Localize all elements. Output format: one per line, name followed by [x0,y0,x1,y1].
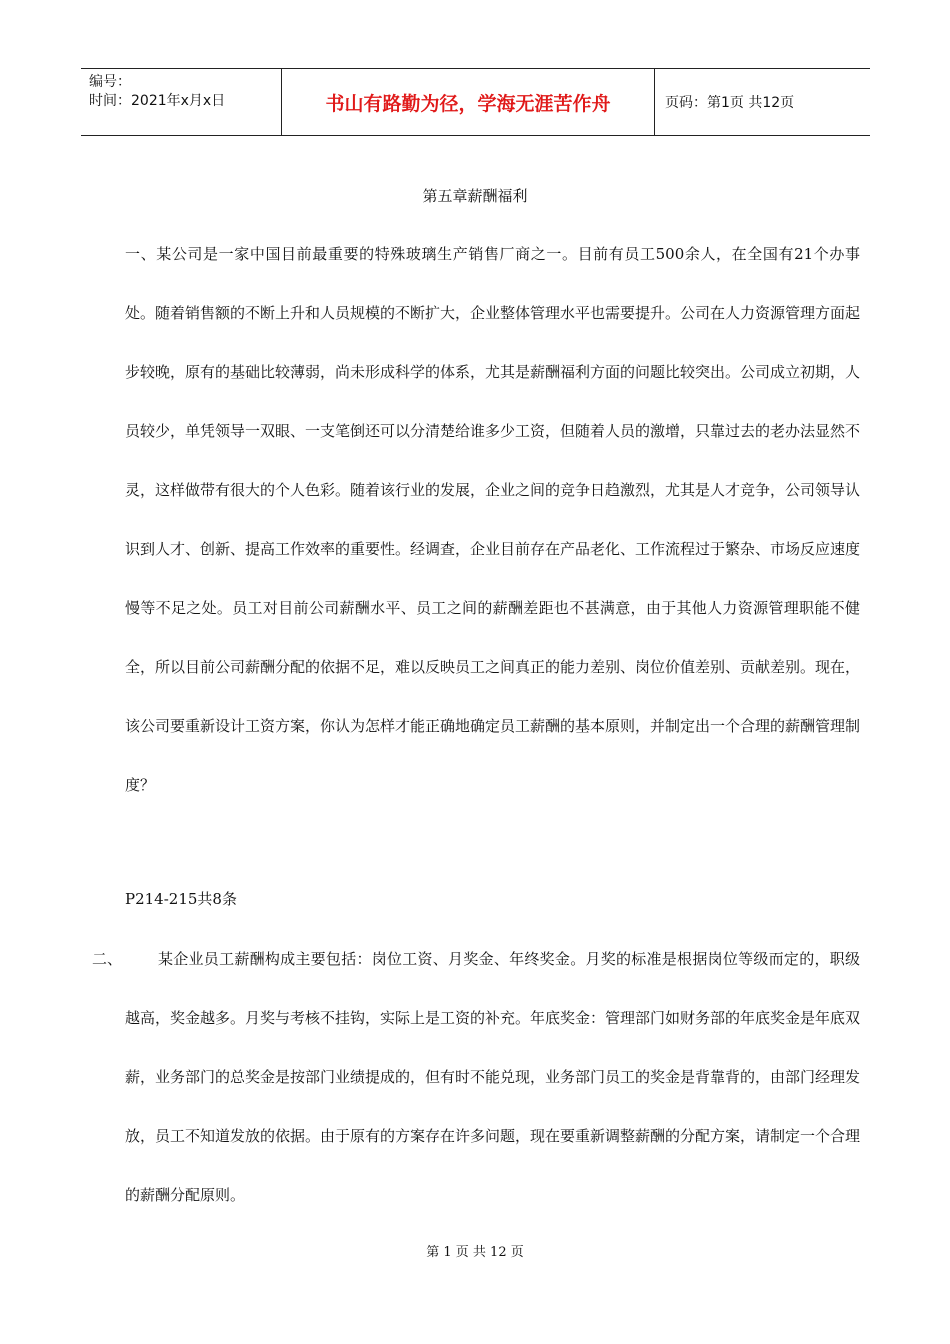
question-two-number: 二、 [92,950,123,968]
page-footer: 第 1 页 共 12 页 [426,1245,524,1260]
question-two-paragraph: 某企业员工薪酬构成主要包括：岗位工资、月奖金、年终奖金。月奖的标准是根据岗位等级而定的，职级越高，奖金越多。月奖与考核不挂钩，实际上是工资的补充。年底奖金：管理部门如财务部的年底奖金是年底双薪，业务部门的总奖金是按部门业绩提成的，但有时不能兑现，业务部门员工的奖金是背靠背的，由部门经理发放，员工不知道发放的依据。由于原有的方案存在许多问题，现在要重新调整薪酬的分配方案，请制定一个合理的薪酬分配原则。 [125,950,861,1204]
header-page-info: 页码：第1页 共12页 [665,95,795,111]
document-number-label: 编号： [89,74,131,90]
question-one-reference: P214-215共8条 [125,890,237,908]
chapter-title: 第五章薪酬福利 [422,187,528,205]
header-motto: 书山有路勤为径，学海无涯苦作舟 [281,69,655,135]
question-one-paragraph: 一、某公司是一家中国目前最重要的特殊玻璃生产销售厂商之一。目前有员工500余人，在全国有21个办事处。随着销售额的不断上升和人员规模的不断扩大，企业整体管理水平也需要提升。公司在人力资源管理方面起步较晚，原有的基础比较薄弱，尚未形成科学的体系，尤其是薪酬福利方面的问题比较突出。公司成立初期，人员较少，单凭领导一双眼、一支笔倒还可以分清楚给谁多少工资，但随着人员的激增，只靠过去的老办法显然不灵，这样做带有很大的个人色彩。随着该行业的发展，企业之间的竞争日趋激烈，尤其是人才竞争，公司领导认识到人才、创新、提高工作效率的重要性。经调查，企业目前存在产品老化、工作流程过于繁杂、市场反应速度慢等不足之处。员工对目前公司薪酬水平、员工之间的薪酬差距也不甚满意，由于其他人力资源管理职能不健全，所以目前公司薪酬分配的依据不足，难以反映员工之间真正的能力差别、岗位价值差别、贡献差别。现在，该公司要重新设计工资方案，你认为怎样才能正确地确定员工薪酬的基本原则，并制定出一个合理的薪酬管理制度？ [125,245,861,794]
document-header [81,68,870,136]
document-date-label: 时间：2021年x月x日 [89,93,226,109]
header-meta [81,69,281,135]
